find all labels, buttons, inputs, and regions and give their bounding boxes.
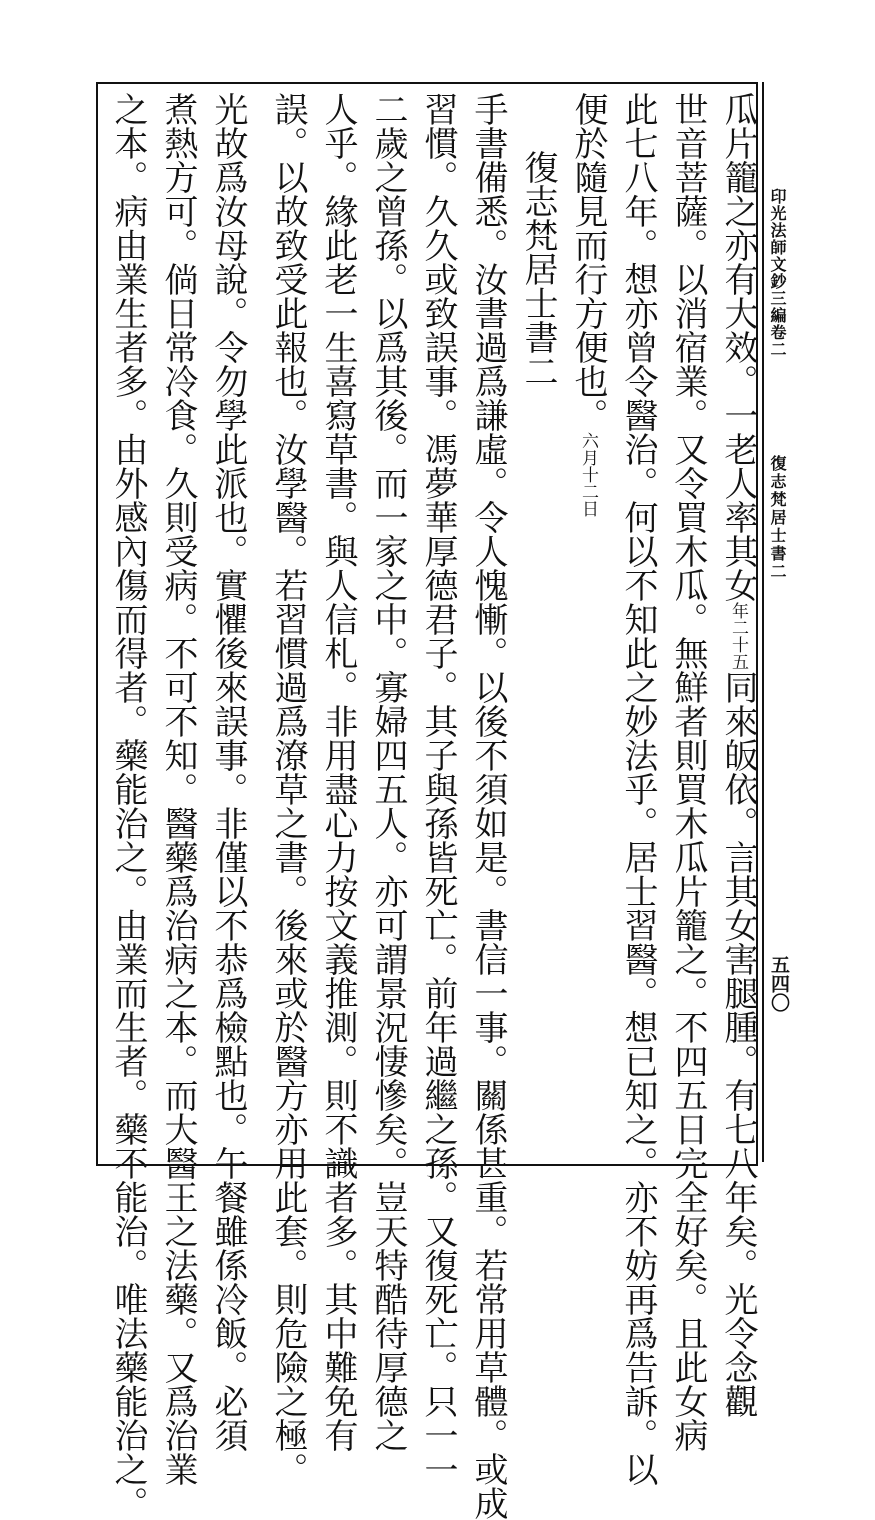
running-header-section-title: 復志梵居士書二 [768,455,787,581]
text-column-4-body: 便於隨見而行方便也。 [568,92,608,432]
letter-title: 復志梵居士書二 [518,150,558,388]
text-column-12: 煮熱方可。倘日常冷食。久則受病。不可不知。醫藥爲治病之本。而大醫王之法藥。又爲治業 [158,92,198,1486]
running-header-book-title: 印光法師文鈔三編卷二 [768,188,787,358]
text-column-1-head: 瓜片籠之亦有大效。一老人率其女 [718,92,758,602]
age-annotation: 年二十五 [728,602,748,670]
text-column-3: 此七八年。想亦曾令醫治。何以不知此之妙法乎。居士習醫。想已知之。亦不妨再爲告訴。以 [618,92,658,1486]
text-column-9: 人乎。緣此老一生喜寫草書。與人信札。非用盡心力按文義推測。則不識者多。其中難免有 [318,92,358,1452]
text-column-10: 誤。以故致受此報也。汝學醫。若習慣過爲潦草之書。後來或於醫方亦用此套。則危險之極。 [268,92,308,1486]
margin-divider-line [762,82,764,1162]
text-column-11: 光故爲汝母說。令勿學此派也。實懼後來誤事。非僅以不恭爲檢點也。午餐雖係冷飯。必須 [208,92,248,1452]
text-column-6: 手書備悉。汝書過爲謙虛。令人愧慚。以後不須如是。書信一事。關係甚重。若常用草體。或成 [468,92,508,1520]
page-number: 五四〇 [768,955,790,1012]
text-column-1-tail: 同來皈依。言其女害腿腫。有七八年矣。光令念觀 [718,670,758,1418]
text-column-1 [718,92,758,1418]
text-column-4 [568,92,608,517]
text-column-2: 世音菩薩。以消宿業。又令買木瓜。無鮮者則買木瓜片籠之。不四五日完全好矣。且此女病 [668,92,708,1452]
text-column-7: 習慣。久久或致誤事。馮夢華厚德君子。其子與孫皆死亡。前年過繼之孫。又復死亡。只一一 [418,92,458,1486]
text-column-13: 之本。病由業生者多。由外感內傷而得者。藥能治之。由業而生者。藥不能治。唯法藥能治之。 [108,92,148,1520]
letter-date: 六月十二日 [578,432,598,517]
text-column-8: 二歲之曾孫。以爲其後。而一家之中。寡婦四五人。亦可謂景況悽慘矣。豈天特酷待厚德之 [368,92,408,1452]
